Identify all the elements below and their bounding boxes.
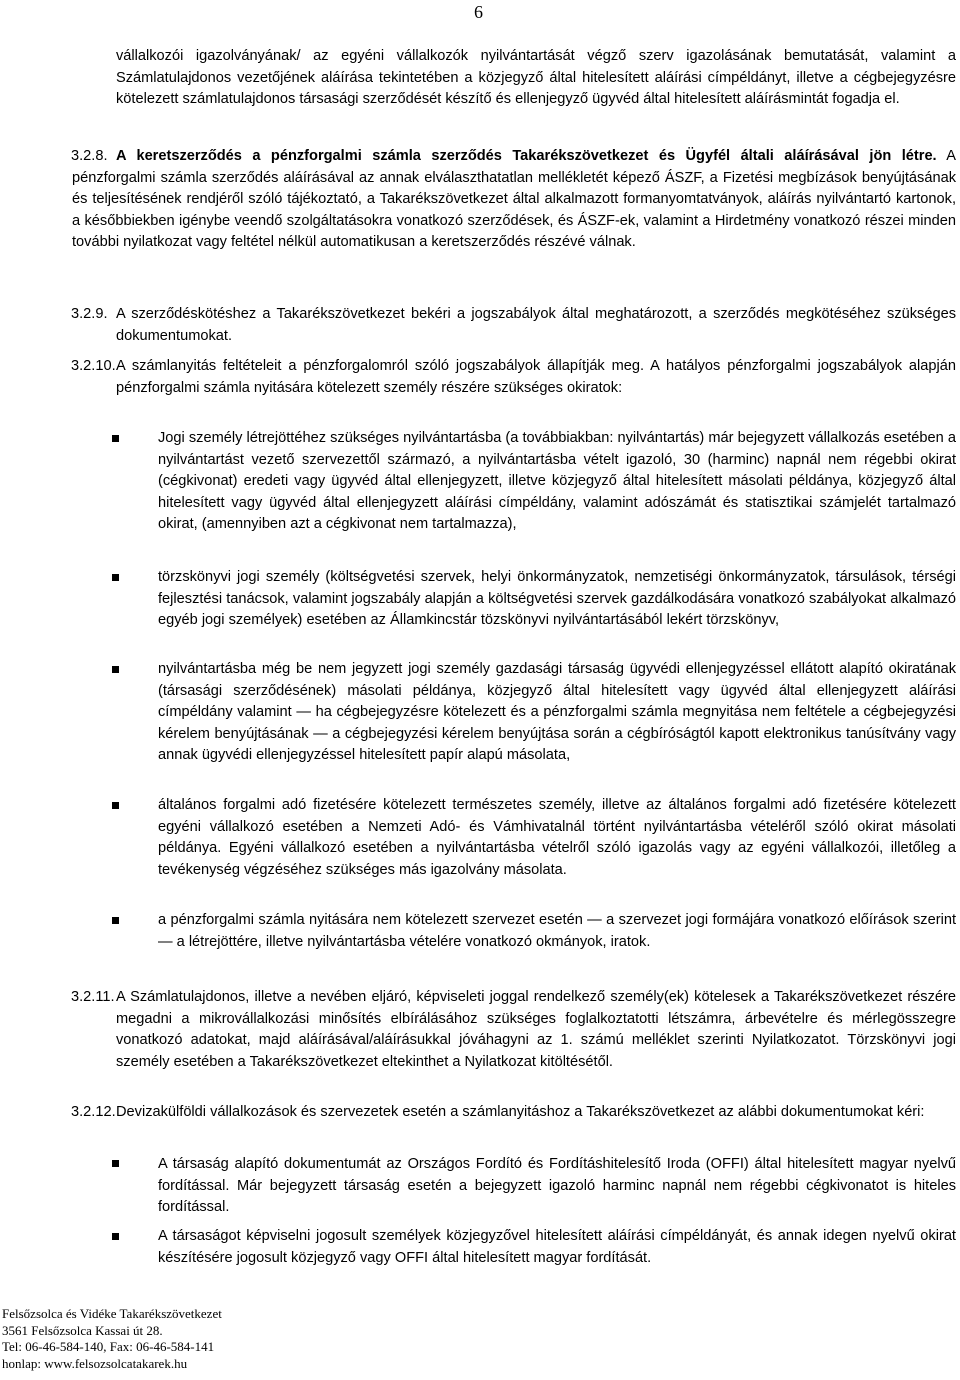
section-number: 3.2.11. [71, 989, 115, 1005]
section-3-2-8 [72, 146, 956, 254]
section-text-first: A számlanyitás feltételeit a pénzforgalomról szóló jogszabályok állapítják meg. A hatályos pénzforgalmi jogszabályok alapján pénzforgalmi számla nyitására kötelezett személy részére szükséges okiratok: [116, 358, 956, 396]
section-bold-text: A keretszerződés a pénzforgalmi számla szerződés Takarékszövetkezet és Ügyfél általi aláírásával jön létre. [116, 148, 937, 164]
list-item: törzskönyvi jogi személy (költségvetési szervek, helyi önkormányzatok, nemzetiségi önkormányzatok, társulások, térségi fejlesztési tanácsok, valamint jogszabály alapján a költségvetési szervek gazdálkodására vonatkozó szabályokat alkalmazó egyéb jogi személyek) esetében az Államkincstár tözskönyvi nyilvántartásából lekért törzskönyv, [158, 569, 956, 628]
section-3-2-12 [72, 1102, 956, 1124]
bullet-icon [112, 574, 119, 581]
footer-name: Felsőzsolca és Vidéke Takarékszövetkezet [2, 1306, 222, 1321]
list-item: általános forgalmi adó fizetésére kötelezett természetes személy, illetve az általános forgalmi adó fizetésére kötelezett egyéni vállalkozó esetében a Nemzeti Adó- és Vámhivatalnál történt nyilvántartásba vételéről szóló okirat másolati példánya. Egyéni vállalkozó esetében a nyilvántartásba vételről szóló igazolás vagy az egyéni vállalkozói, illetőleg a tevékenység végzéséhez szükséges más igazolvány másolata. [158, 797, 956, 878]
section-number: 3.2.8. [71, 148, 108, 164]
section-3-2-9 [72, 304, 956, 347]
intro-text: vállalkozói igazolványának/ az egyéni vállalkozók nyilvántartását végző szerv igazolásának bemutatását, valamint a Számlatulajdonos vezetőjének aláírása tekintetében a közjegyző által hitelesített aláírási címpéldányt, illetve a cégbejegyzésre kötelezett számlatulajdonos társasági szerződését készítő és ellenjegyző ügyvéd által hitelesített aláírásmintát fogadja el. [116, 48, 956, 107]
bullet-icon [112, 1233, 119, 1240]
bullet-icon [112, 666, 119, 673]
section-number: 3.2.9. [71, 306, 108, 322]
bullet-icon [112, 1160, 119, 1167]
page-number: 6 [474, 2, 483, 22]
section-text: A Számlatulajdonos, illetve a nevében eljáró, képviseleti joggal rendelkező személy(ek) kötelesek a Takarékszövetkezet részére megadni a mikrovállalkozási minősítés elbírálásához szükséges foglalkoztatotti létszámra, árbevételre és mérlegösszegre vonatkozó adatokat, majd aláírásával/aláírásukkal jóváhagyni az 1. számú melléklet szerinti Nyilatkozatot. Törzskönyvi jogi személy esetében a Takarékszövetkezet eltekinthet a Nyilatkozat kitöltésétől. [116, 989, 956, 1070]
section-text: A szerződéskötéshez a Takarékszövetkezet bekéri a jogszabályok által meghatározott, a szerződés megkötéséhez szükséges dokumentumokat. [116, 306, 956, 344]
section-text [72, 356, 956, 399]
section-number: 3.2.10. [71, 358, 116, 374]
section-text: A pénzforgalmi számla szerződés aláírásával az annak elválaszthatatlan mellékletét képező ÁSZF, a Fizetési megbízások benyújtásának és teljesítésének rendjéről szóló tájékoztató, a Takarékszövetkezet által alkalmazott formanyomtatványok, aláírás nyilvántartó kartonok, a későbbiekben igénybe veendő szolgáltatásokra vonatkozó szerződések, és ÁSZF-ek, valamint a Hirdetmény vonatkozó részei minden további nyilatkozat vagy feltétel nélkül automatikusan a keretszerződés részévé válnak. [72, 148, 957, 250]
section-3-2-11 [72, 987, 956, 1073]
section-3-2-10 [72, 356, 956, 399]
section-body [72, 146, 956, 254]
section-number: 3.2.12. [71, 1104, 116, 1120]
list-item: a pénzforgalmi számla nyitására nem kötelezett szervezet esetén — a szervezet jogi formájára vonatkozó előírások szerint — a létrejöttére, illetve nyilvántartásba vételére vonatkozó okmányok, iratok. [158, 912, 956, 950]
footer-phone: Tel: 06-46-584-140, Fax: 06-46-584-141 [2, 1339, 215, 1354]
footer [2, 1306, 222, 1372]
bullet-icon [112, 435, 119, 442]
list-item: A társaság alapító dokumentumát az Országos Fordító és Fordításhitelesítő Iroda (OFFI) által hitelesített magyar nyelvű fordítással. Már bejegyzett társaság esetén a bejegyzett igazoló harminc napnál nem régebbi cégkivonatot is hiteles fordítással. [158, 1156, 956, 1215]
footer-address: 3561 Felsőzsolca Kassai út 28. [2, 1322, 163, 1338]
list-item: Jogi személy létrejöttéhez szükséges nyilvántartásba (a továbbiakban: nyilvántartás) már bejegyzett vállalkozás esetében a nyilvántartást vezető szervezettől származó, a nyilvántartásba vételt igazoló, 30 (harminc) napnál nem régebbi okirat (cégkivonat) eredeti vagy ügyvéd által ellenjegyzett, illetve közjegyző által hitelesített másolati példánya, közjegyző által hitelesített vagy ügyvéd által ellenjegyzett aláírási címpéldány, valamint adószámát és statisztikai számjelét tartalmazó okirat, (amennyiben azt a cégkivonat nem tartalmazza), [158, 430, 956, 532]
section-text: Devizakülföldi vállalkozások és szervezetek esetén a számlanyitáshoz a Takarékszövetkezet az alábbi dokumentumokat kéri: [116, 1104, 925, 1120]
bullet-icon [112, 802, 119, 809]
list-item: A társaságot képviselni jogosult személyek közjegyzővel hitelesített aláírási címpéldányát, és annak idegen nyelvű okirat készítésére jogosult közjegyző vagy OFFI által hitelesített magyar fordítását. [158, 1228, 956, 1266]
bullet-icon [112, 917, 119, 924]
list-item: nyilvántartásba még be nem jegyzett jogi személy gazdasági társaság ügyvédi ellenjegyzéssel ellátott alapító okiratának (társasági szerződésének) másolati példánya, közjegyző által hitelesített vagy ügyvéd által ellenjegyzett aláírási címpéldány valamint — ha cégbejegyzésre kötelezett és a pénzforgalmi számla megnyitása nem feltétele a cégbejegyzési kérelem benyújtásának — a cégbejegyzési kérelem benyújtása során a cégbíróságtól kapott elektronikus tanúsítvány vagy annak ügyvédi ellenjegyzéssel hitelesített papír alapú másolata, [158, 661, 956, 763]
intro-paragraph [116, 46, 956, 111]
footer-web: honlap: www.felsozsolcatakarek.hu [2, 1355, 188, 1371]
